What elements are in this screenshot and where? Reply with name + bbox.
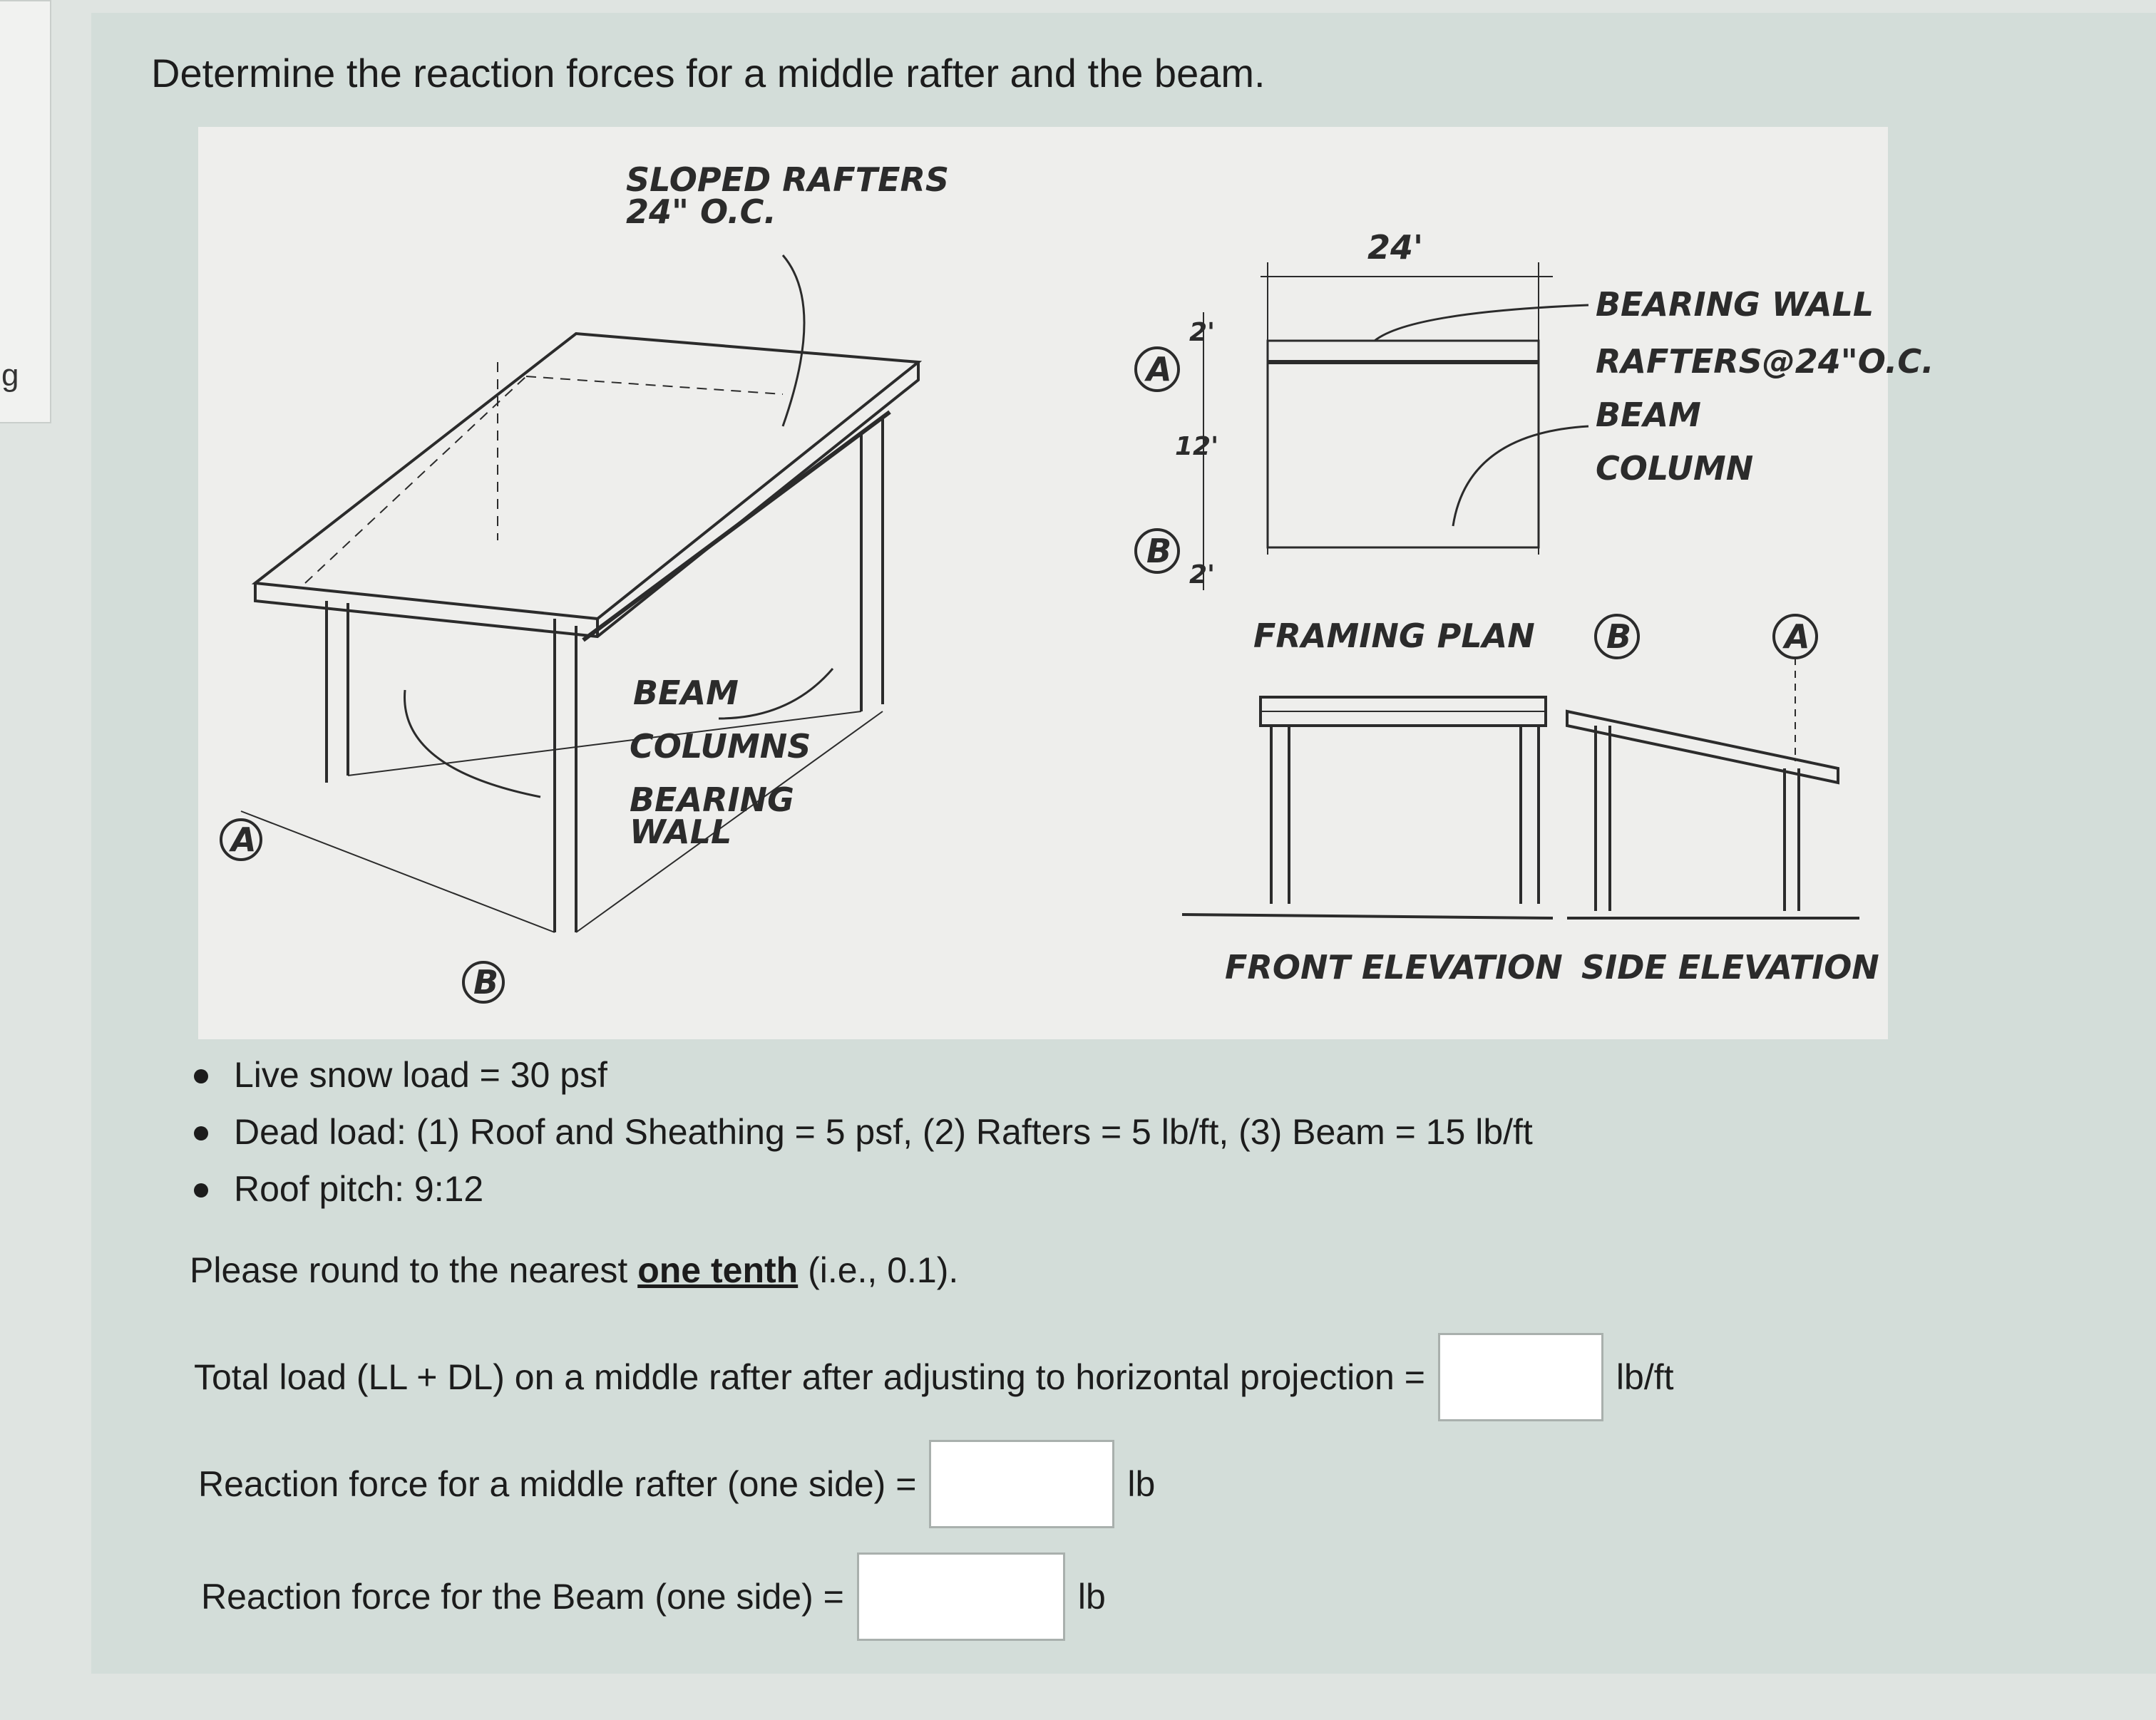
list-item: Roof pitch: 9:12 <box>184 1160 1533 1217</box>
roof-edge <box>255 362 918 637</box>
grid-b-iso: B <box>473 963 499 1001</box>
rounding-suffix: (i.e., 0.1). <box>798 1250 959 1290</box>
callout-beam: BEAM <box>1596 396 1701 434</box>
dim-2-bottom: 2' <box>1189 560 1216 589</box>
callout-column: COLUMN <box>1596 449 1754 488</box>
side-panel <box>0 0 51 423</box>
dim-24: 24' <box>1367 228 1424 267</box>
framing-sketch <box>198 127 1934 1039</box>
beam-reaction-input[interactable] <box>857 1552 1065 1641</box>
front-elevation-title: FRONT ELEVATION <box>1225 948 1563 987</box>
question-title: Determine the reaction forces for a middle rafter and the beam. <box>151 51 1266 96</box>
bearing-wall-label-1: BEARING <box>630 781 794 819</box>
beam-label: BEAM <box>633 674 739 712</box>
total-load-unit: lb/ft <box>1616 1357 1674 1397</box>
framing-plan-title: FRAMING PLAN <box>1253 617 1535 655</box>
columns-label: COLUMNS <box>630 727 811 766</box>
side-panel-letter: g <box>1 358 19 393</box>
callout-bearing-wall: BEARING WALL <box>1596 285 1874 324</box>
beam-reaction-label: Reaction force for the Beam (one side) = <box>201 1577 844 1617</box>
rounding-prefix: Please round to the nearest <box>190 1250 638 1290</box>
sloped-rafters-line1: SLOPED RAFTERS <box>626 160 950 199</box>
side-elevation-title: SIDE ELEVATION <box>1581 948 1879 987</box>
rounding-note <box>190 1250 958 1291</box>
rafter-reaction-row <box>198 1440 1155 1528</box>
question-card <box>91 13 2156 1674</box>
rafter-reaction-input[interactable] <box>929 1440 1114 1528</box>
rafter-reaction-unit: lb <box>1127 1464 1156 1504</box>
grid-a-side: A <box>1785 617 1810 656</box>
callout-rafters: RAFTERS@24"O.C. <box>1596 342 1934 381</box>
list-item: Live snow load = 30 psf <box>184 1046 1533 1103</box>
grid-b-side: B <box>1606 617 1632 656</box>
total-load-label: Total load (LL + DL) on a middle rafter after adjusting to horizontal projection = <box>194 1357 1425 1397</box>
framing-figure <box>198 127 1934 1039</box>
dim-2-top: 2' <box>1189 318 1216 347</box>
list-item: Dead load: (1) Roof and Sheathing = 5 psf, (2) Rafters = 5 lb/ft, (3) Beam = 15 lb/ft <box>184 1103 1533 1160</box>
bearing-wall-label-2: WALL <box>630 813 732 851</box>
grid-b-plan: B <box>1146 532 1172 570</box>
dim-12: 12' <box>1175 432 1219 461</box>
total-load-input[interactable] <box>1438 1333 1603 1421</box>
grid-a-iso: A <box>231 820 257 859</box>
load-list <box>184 1046 1533 1217</box>
beam-reaction-row <box>201 1552 1106 1641</box>
rafter-reaction-label: Reaction force for a middle rafter (one side) = <box>198 1464 917 1504</box>
beam-reaction-unit: lb <box>1077 1577 1106 1617</box>
rounding-emphasis: one tenth <box>637 1250 799 1290</box>
roof-outline <box>255 334 918 619</box>
sloped-rafters-line2: 24" O.C. <box>626 192 776 231</box>
total-load-row <box>194 1333 1674 1421</box>
grid-a-plan: A <box>1146 350 1172 388</box>
